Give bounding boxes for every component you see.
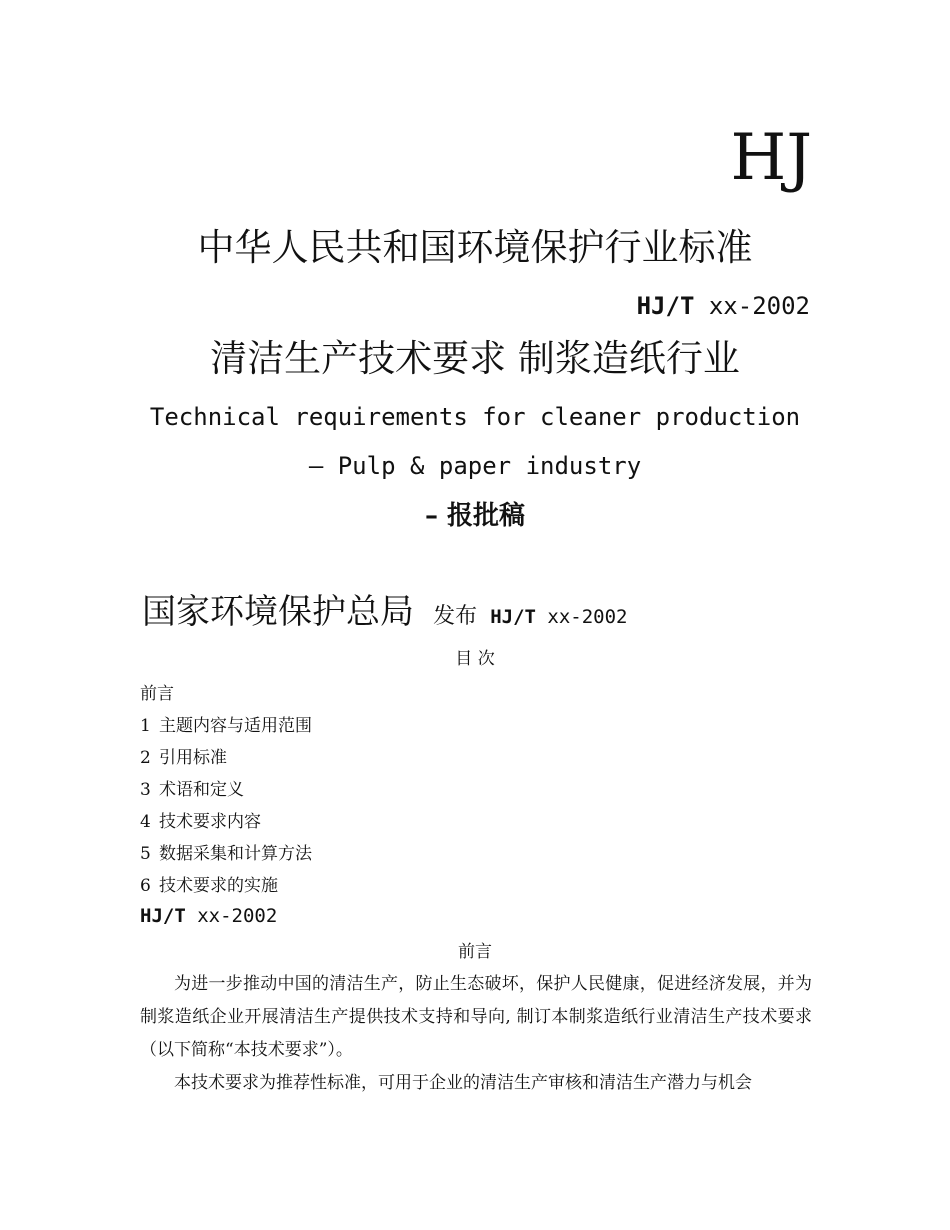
toc-item-number: 5: [140, 844, 151, 864]
publish-label: 发布: [433, 604, 478, 629]
standard-code: [637, 288, 810, 324]
toc-item-label: 数据采集和计算方法: [159, 844, 312, 864]
standard-logo: HJ: [730, 121, 812, 195]
toc-item-label: 引用标准: [159, 748, 227, 768]
toc-item-label: 技术要求内容: [159, 812, 261, 832]
draft-label: – 报批稿: [424, 501, 526, 531]
toc-title: 目 次: [455, 649, 495, 669]
english-title-line-2: – Pulp & paper industry: [308, 452, 642, 480]
publisher-code-prefix: HJ/T: [490, 606, 536, 628]
preface-body: [140, 968, 812, 1100]
toc-item-number: 1: [140, 716, 151, 736]
toc-item[interactable]: [140, 838, 312, 870]
toc-item[interactable]: [140, 806, 312, 838]
english-title-line-1: Technical requirements for cleaner production: [149, 403, 801, 431]
page-header-code-prefix: HJ/T: [140, 905, 186, 927]
toc-item[interactable]: [140, 678, 312, 710]
toc-item-number: 3: [140, 780, 151, 800]
publisher-name: 国家环境保护总局: [142, 592, 414, 632]
chinese-title: 清洁生产技术要求 制浆造纸行业: [210, 337, 740, 380]
publisher-line: [142, 588, 627, 642]
org-title: 中华人民共和国环境保护行业标准: [197, 226, 753, 269]
page-header-code: [140, 902, 277, 930]
publisher-code-suffix: xx-2002: [535, 606, 628, 628]
toc-item-number: 6: [140, 876, 151, 896]
preface-title: 前言: [458, 942, 492, 962]
preface-paragraph: 本技术要求为推荐性标准，可用于企业的清洁生产审核和清洁生产潜力与机会: [174, 1073, 752, 1093]
toc-item-label: 术语和定义: [159, 780, 244, 800]
toc-item[interactable]: [140, 774, 312, 806]
toc-item-label: 前言: [140, 684, 174, 704]
toc-item[interactable]: [140, 710, 312, 742]
preface-paragraph: 为进一步推动中国的清洁生产，防止生态破坏，保护人民健康，促进经济发展，并为制浆造纸企业开展清洁生产提供技术支持和导向, 制订本制浆造纸行业清洁生产技术要求（以下简称“本技术要求”）。: [140, 974, 812, 1060]
standard-code-prefix: HJ/T: [636, 292, 695, 320]
publisher-code: [490, 606, 627, 628]
toc-item-label: 主题内容与适用范围: [159, 716, 312, 736]
toc-item[interactable]: [140, 742, 312, 774]
toc-list: [140, 678, 312, 902]
page-header-code-suffix: xx-2002: [185, 905, 278, 927]
toc-item-number: 4: [140, 812, 151, 832]
standard-code-suffix: xx-2002: [694, 292, 810, 320]
toc-item[interactable]: [140, 870, 312, 902]
toc-item-label: 技术要求的实施: [159, 876, 278, 896]
toc-item-number: 2: [140, 748, 151, 768]
